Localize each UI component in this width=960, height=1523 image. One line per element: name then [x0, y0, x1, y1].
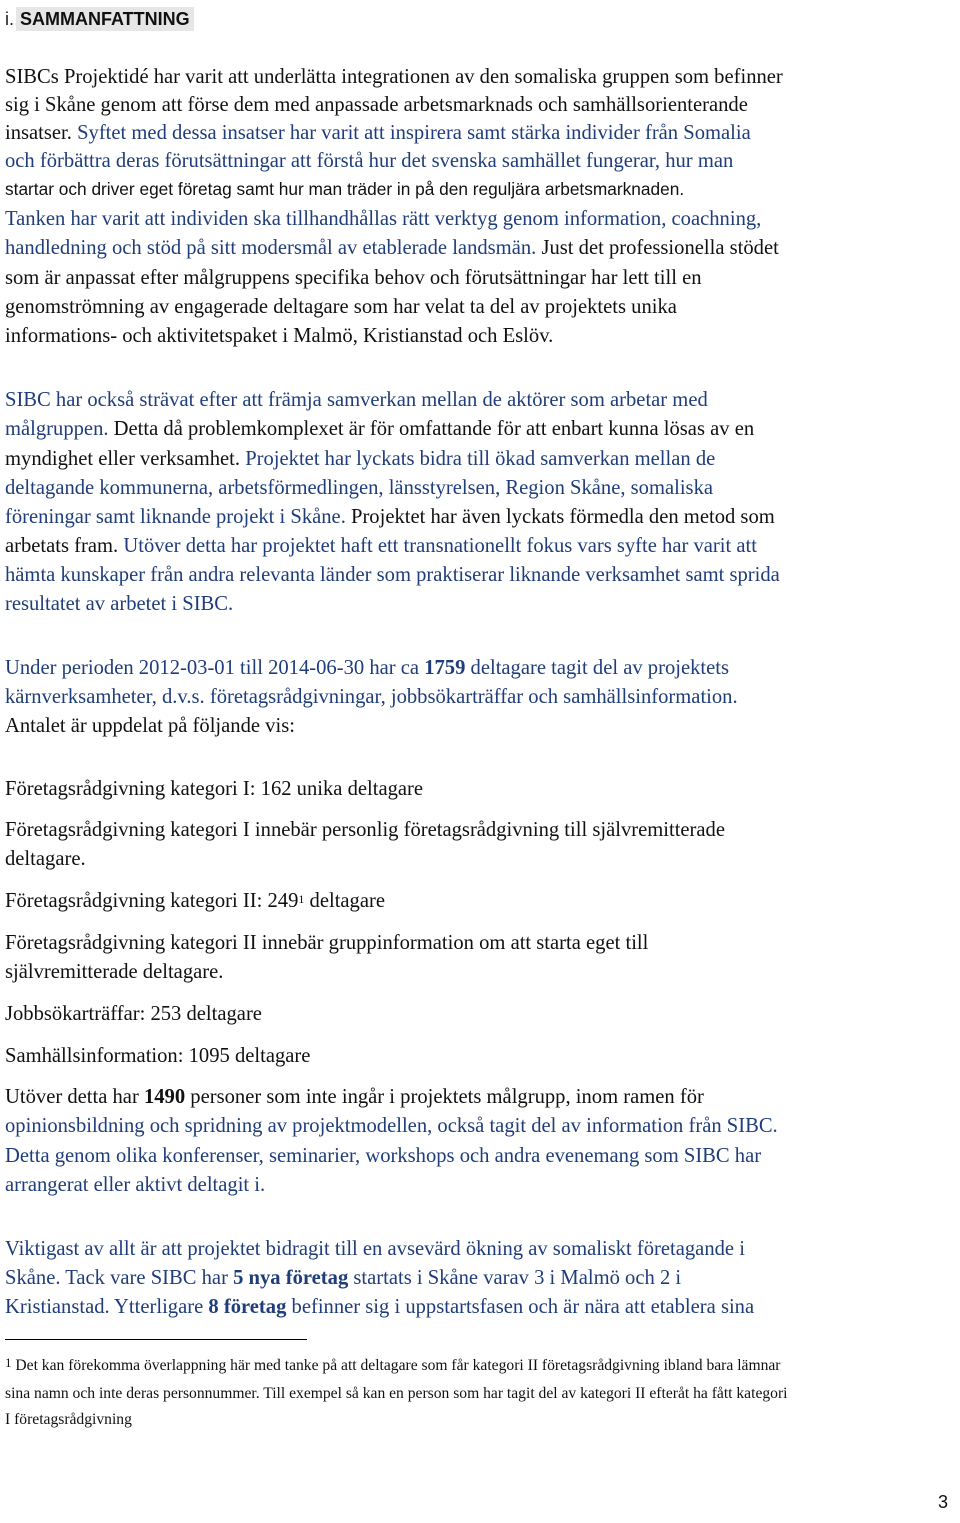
text-segment: Skåne. Tack vare SIBC har: [5, 1267, 234, 1289]
category-line: Samhällsinformation: 1095 deltagare: [5, 1045, 311, 1067]
paragraph-line: deltagande kommunerna, arbetsförmedlingen, länsstyrelsen, Region Skåne, somaliska: [5, 477, 714, 499]
text-segment: Företagsrådgivning kategori II: 249: [5, 890, 299, 912]
text-segment: myndighet eller verksamhet.: [5, 448, 246, 470]
text-segment: Kristianstad. Ytterligare: [5, 1296, 209, 1318]
text-segment: befinner sig i uppstartsfasen och är nära att etablera sina: [286, 1296, 755, 1318]
text-segment: deltagare tagit del av projektets: [465, 657, 729, 679]
text-segment: Utöver detta har projektet haft ett transnationellt fokus vars syfte har varit att: [123, 535, 757, 557]
paragraph-line: startar och driver eget företag samt hur man träder in på den reguljära arbetsmarknaden.: [5, 179, 685, 199]
paragraph-line: Tanken har varit att individen ska tillhandhållas rätt verktyg genom information, coachning,: [5, 208, 762, 230]
text-segment: Projektet har lyckats bidra till ökad samverkan mellan de: [245, 448, 716, 470]
text-segment: startats i Skåne varav 3 i Malmö och 2 i: [348, 1267, 682, 1289]
category-line: Jobbsökarträffar: 253 deltagare: [5, 1003, 262, 1025]
category-line: Företagsrådgivning kategori I innebär personlig företagsrådgivning till självremitterade: [5, 819, 725, 841]
paragraph-line: Antalet är uppdelat på följande vis:: [5, 715, 295, 737]
footnote-number: 1: [5, 1355, 12, 1370]
paragraph-line: SIBCs Projektidé har varit att underlätta integrationen av den somaliska gruppen som befinner: [5, 66, 783, 88]
category-line: självremitterade deltagare.: [5, 961, 224, 983]
category-line: [5, 887, 385, 916]
text-segment: föreningar samt liknande projekt i Skåne.: [5, 506, 351, 528]
footnote-line: I företagsrådgivning: [5, 1411, 132, 1428]
paragraph-line: sig i Skåne genom att förse dem med anpassade arbetsmarknads och samhällsorienterande: [5, 94, 748, 116]
section-heading: [5, 4, 194, 34]
text-segment: deltagare: [304, 890, 385, 912]
paragraph-line: [5, 1264, 681, 1293]
text-segment: Det kan förekomma överlappning här med tanke på att deltagare som får kategori II företagsrådgivning ibland bara lämnar: [11, 1357, 781, 1374]
bold-phrase: 5 nya företag: [233, 1267, 349, 1289]
text-segment: Syftet med dessa insatser har varit att inspirera samt stärka individer från Somalia: [77, 122, 751, 144]
paragraph-line: [5, 503, 775, 532]
text-segment: Detta då problemkomplexet är för omfattande för att enbart kunna lösas av en: [113, 418, 755, 440]
text-segment: Utöver detta har: [5, 1086, 144, 1108]
footnote-marker: 1: [298, 892, 305, 906]
section-title: SAMMANFATTNING: [16, 7, 194, 31]
text-segment: handledning och stöd på sitt modersmål av etablerade landsmän.: [5, 237, 537, 259]
paragraph-line: kärnverksamheter, d.v.s. företagsrådgivningar, jobbsökarträffar och samhällsinformation.: [5, 686, 738, 708]
paragraph-line: hämta kunskaper från andra relevanta länder som praktiserar liknande verksamhet samt sprida: [5, 564, 780, 586]
paragraph-line: informations- och aktivitetspaket i Malmö, Kristianstad och Eslöv.: [5, 325, 554, 347]
footnote-divider: [5, 1339, 307, 1340]
paragraph-line: opinionsbildning och spridning av projektmodellen, också tagit del av information från SIBC.: [5, 1115, 778, 1137]
paragraph-line: genomströmning av engagerade deltagare som har velat ta del av projektets unika: [5, 296, 677, 318]
footnote-line: sina namn och inte deras personnummer. Till exempel så kan en person som har tagit del av kategori II efteråt ha fått kategori: [5, 1385, 788, 1402]
text-segment: Just det professionella stödet: [536, 237, 779, 259]
text-segment: Under perioden 2012-03-01 till 2014-06-30 har ca: [5, 657, 425, 679]
paragraph-line: [5, 445, 715, 474]
paragraph-line: [5, 1293, 754, 1322]
paragraph-line: [5, 532, 757, 561]
category-line: Företagsrådgivning kategori II innebär gruppinformation om att starta eget till: [5, 932, 649, 954]
page-number: 3: [937, 1492, 948, 1512]
participant-total: 1759: [424, 657, 466, 679]
paragraph-line: [5, 1083, 704, 1112]
paragraph-line: som är anpassat efter målgruppens specifika behov och förutsättningar har lett till en: [5, 267, 702, 289]
bold-phrase: 8 företag: [208, 1296, 287, 1318]
paragraph-line: [5, 119, 751, 148]
text-segment: insatser.: [5, 122, 78, 144]
paragraph-line: [5, 415, 754, 444]
paragraph-line: SIBC har också strävat efter att främja samverkan mellan de aktörer som arbetar med: [5, 389, 708, 411]
text-segment: arbetats fram.: [5, 535, 124, 557]
text-segment: Projektet har även lyckats förmedla den metod som: [351, 506, 775, 528]
paragraph-line: resultatet av arbetet i SIBC.: [5, 593, 234, 615]
bold-number: 1490: [143, 1086, 186, 1108]
text-segment: målgruppen.: [5, 418, 114, 440]
paragraph-line: Detta genom olika konferenser, seminarier, workshops och andra evenemang som SIBC har: [5, 1145, 762, 1167]
category-line: deltagare.: [5, 848, 86, 870]
paragraph-line: [5, 654, 729, 683]
paragraph-line: Viktigast av allt är att projektet bidragit till en avsevärd ökning av somaliskt företagande i: [5, 1238, 745, 1260]
paragraph-line: arrangerat eller aktivt deltagit i.: [5, 1174, 266, 1196]
footnote-line: [5, 1354, 781, 1378]
text-segment: personer som inte ingår i projektets målgrupp, inom ramen för: [185, 1086, 704, 1108]
paragraph-line: [5, 234, 779, 263]
category-line: Företagsrådgivning kategori I: 162 unika deltagare: [5, 778, 424, 800]
paragraph-line: och förbättra deras förutsättningar att förstå hur det svenska samhället fungerar, hur man: [5, 150, 734, 172]
section-number: i.: [5, 9, 14, 29]
